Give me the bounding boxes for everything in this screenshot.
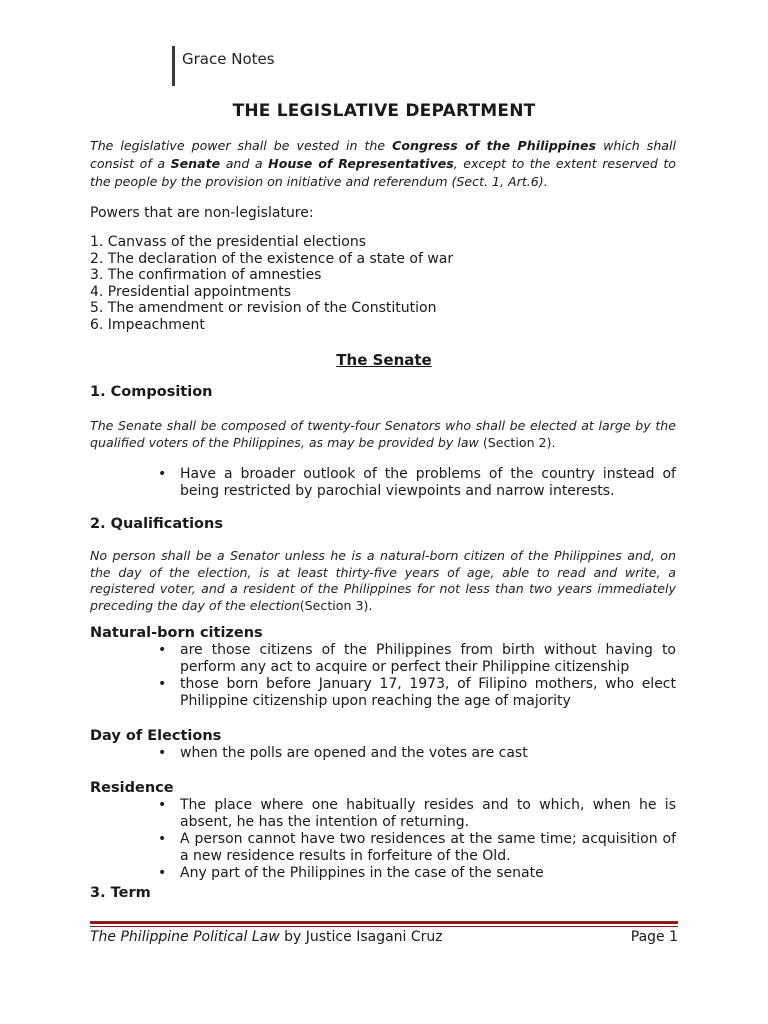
list-item: 3. The confirmation of amnesties: [90, 267, 322, 283]
powers-list: [90, 234, 453, 333]
book-title: The Philippine Political Law: [90, 929, 280, 945]
list-item: • The place where one habitually resides and to which, when he is absent, he has the intention of returning.: [158, 797, 676, 831]
header-divider: [172, 46, 175, 86]
day-of-elections-heading: Day of Elections: [90, 728, 222, 744]
list-item: 1. Canvass of the presidential elections: [90, 234, 367, 250]
list-item: • Any part of the Philippines in the case of the senate: [158, 865, 676, 882]
list-item: 5. The amendment or revision of the Constitution: [90, 300, 437, 316]
day-of-elections-bullets: [158, 745, 676, 762]
qualifications-text: No person shall be a Senator unless he is a natural-born citizen of the Philippines and, on the day of the election, is at least thirty-five years of age, able to read and write, a registered voter, and a resident of the Philippines for not less than two years immediately preceding the day of the election(Section 3).: [90, 548, 676, 613]
congress-term: Congress of the Philippines: [392, 138, 597, 153]
list-item: • Have a broader outlook of the problems of the country instead of being restricted by parochial viewpoints and narrow interests.: [158, 466, 676, 500]
intro-paragraph: The legislative power shall be vested in the Congress of the Philippines which shall consist of a Senate and a House of Representatives, except to the extent reserved to the people by the provision on initiative and referendum (Sect. 1, Art.6).: [90, 138, 677, 189]
residence-bullets: [158, 797, 676, 882]
list-item: • A person cannot have two residences at the same time; acquisition of a new residence results in forfeiture of the Old.: [158, 831, 676, 865]
list-item: 4. Presidential appointments: [90, 283, 291, 300]
list-item: • those born before January 17, 1973, of Filipino mothers, who elect Philippine citizenship upon reaching the age of majority: [158, 676, 676, 710]
footer-citation: The Philippine Political Law by Justice Isagani Cruz: [90, 929, 443, 945]
list-item: • when the polls are opened and the votes are cast: [158, 745, 676, 762]
list-item: 2. The declaration of the existence of a state of war: [90, 250, 454, 267]
page-title: THE LEGISLATIVE DEPARTMENT: [232, 101, 536, 121]
house-term: House of Representatives: [268, 156, 454, 171]
header-label: Grace Notes: [182, 50, 275, 68]
footer-rule-thin: [90, 926, 678, 927]
term-heading: 3. Term: [90, 885, 151, 901]
list-item: • are those citizens of the Philippines from birth without having to perform any act to acquire or perfect their Philippine citizenship: [158, 642, 676, 676]
senate-heading: The Senate: [336, 351, 432, 369]
composition-heading: 1. Composition: [90, 384, 213, 400]
composition-bullets: [158, 466, 676, 500]
natural-born-bullets: [158, 642, 676, 710]
powers-heading: Powers that are non-legislature:: [90, 205, 314, 221]
footer-rule-thick: [90, 921, 678, 924]
residence-heading: Residence: [90, 780, 174, 796]
list-item: 6. Impeachment: [90, 316, 205, 333]
senate-term: Senate: [170, 156, 221, 171]
qualifications-heading: 2. Qualifications: [90, 516, 223, 532]
page-number: Page 1: [630, 929, 678, 945]
composition-text: The Senate shall be composed of twenty-four Senators who shall be elected at large by the qualified voters of the Philippines, as may be provided by law (Section 2).: [90, 418, 676, 450]
natural-born-heading: Natural-born citizens: [90, 625, 263, 641]
